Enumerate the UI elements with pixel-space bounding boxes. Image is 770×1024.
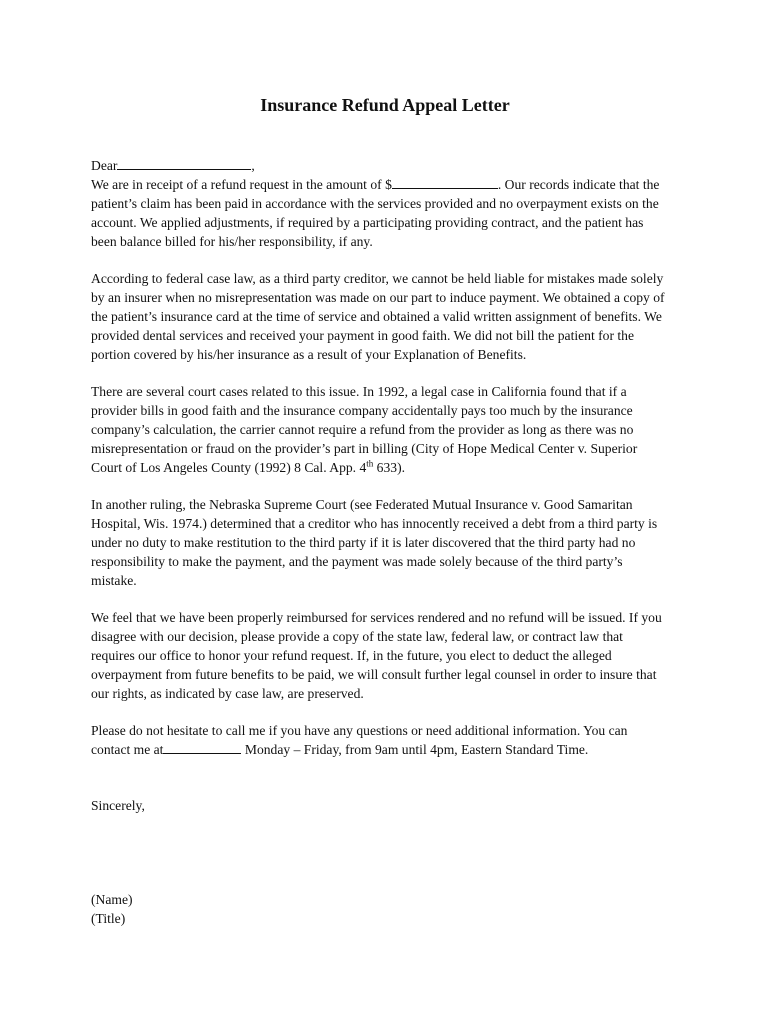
paragraph-6-line-2b: Monday – Friday, from 9am until 4pm, Eastern Standard Time. (241, 742, 589, 757)
paragraph-reimbursement (91, 608, 691, 703)
paragraph-nebraska-ruling (91, 495, 691, 590)
recipient-name-blank[interactable] (117, 156, 251, 170)
paragraph-2-line-4: provided dental services and received your payment in good faith. We did not bill the patient for the (91, 328, 634, 343)
salutation-prefix: Dear (91, 158, 118, 173)
contact-phone-blank[interactable] (163, 740, 241, 754)
paragraph-5-line-1: We feel that we have been properly reimbursed for services rendered and no refund will be issued. If you (91, 610, 662, 625)
paragraph-5-line-4: overpayment from future benefits to be paid, we will consult further legal counsel in order to insure that (91, 667, 657, 682)
paragraph-3-line-4: misrepresentation or fraud on the provider’s part in billing (City of Hope Medical Center v. Superior (91, 441, 638, 456)
refund-amount-blank[interactable] (392, 175, 498, 189)
paragraph-court-cases (91, 382, 691, 477)
letter-title: Insurance Refund Appeal Letter (260, 95, 510, 115)
paragraph-1-line-1b: . Our records indicate that the (497, 177, 660, 192)
paragraph-3-line-3: company’s calculation, the carrier cannot require a refund from the provider as long as there was no (91, 422, 634, 437)
paragraph-3-line-5b: 633). (373, 460, 405, 475)
paragraph-6-line-2a: contact me at (91, 742, 164, 757)
paragraph-2-line-2: by an insurer when no misrepresentation was made on our part to induce payment. We obtained a copy of (91, 290, 665, 305)
ordinal-superscript: th (366, 458, 374, 469)
paragraph-contact (91, 721, 691, 759)
paragraph-2-line-1: According to federal case law, as a third party creditor, we cannot be held liable for mistakes made solely (91, 271, 664, 286)
paragraph-refund-request (91, 175, 691, 251)
paragraph-3-line-2: provider bills in good faith and the insurance company accidentally pays too much by the insurance (91, 403, 633, 418)
signature-title: (Title) (91, 911, 126, 926)
paragraph-1-line-4: been balance billed for his/her responsibility, if any. (91, 234, 373, 249)
salutation (91, 156, 691, 175)
paragraph-2-line-5: portion covered by his/her insurance as a result of your Explanation of Benefits. (91, 347, 527, 362)
paragraph-6-line-1: Please do not hesitate to call me if you have any questions or need additional information. You can (91, 723, 628, 738)
paragraph-4-line-4: responsibility to make the payment, and the payment was made solely because of the third party’s (91, 554, 623, 569)
paragraph-3-line-1: There are several court cases related to this issue. In 1992, a legal case in California found that if a (91, 384, 627, 399)
paragraph-4-line-5: mistake. (91, 573, 137, 588)
paragraph-3-line-5a: Court of Los Angeles County (1992) 8 Cal. App. 4 (91, 460, 367, 475)
paragraph-4-line-2: Hospital, Wis. 1974.) determined that a creditor who has innocently received a debt from a third party is (91, 516, 658, 531)
paragraph-1-line-2: patient’s claim has been paid in accordance with the services provided and no overpayment exists on the (91, 196, 659, 211)
signature-block (91, 890, 691, 928)
paragraph-4-line-1: In another ruling, the Nebraska Supreme Court (see Federated Mutual Insurance v. Good Samaritan (91, 497, 633, 512)
paragraph-5-line-2: disagree with our decision, please provide a copy of the state law, federal law, or contract law that (91, 629, 623, 644)
closing: Sincerely, (91, 798, 145, 813)
paragraph-5-line-3: requires our office to honor your refund request. If, in the future, you elect to deduct the alleged (91, 648, 612, 663)
salutation-suffix: , (251, 158, 255, 173)
paragraph-federal-case-law (91, 269, 691, 364)
paragraph-5-line-5: our rights, as indicated by case law, are preserved. (91, 686, 364, 701)
signature-name: (Name) (91, 892, 133, 907)
paragraph-2-line-3: the patient’s insurance card at the time of service and obtained a valid written assignment of benefits. We (91, 309, 662, 324)
paragraph-4-line-3: under no duty to make restitution to the third party if it is later discovered that the third party had no (91, 535, 636, 550)
paragraph-1-line-1a: We are in receipt of a refund request in the amount of $ (91, 177, 392, 192)
paragraph-1-line-3: account. We applied adjustments, if required by a participating providing contract, and the patient has (91, 215, 644, 230)
